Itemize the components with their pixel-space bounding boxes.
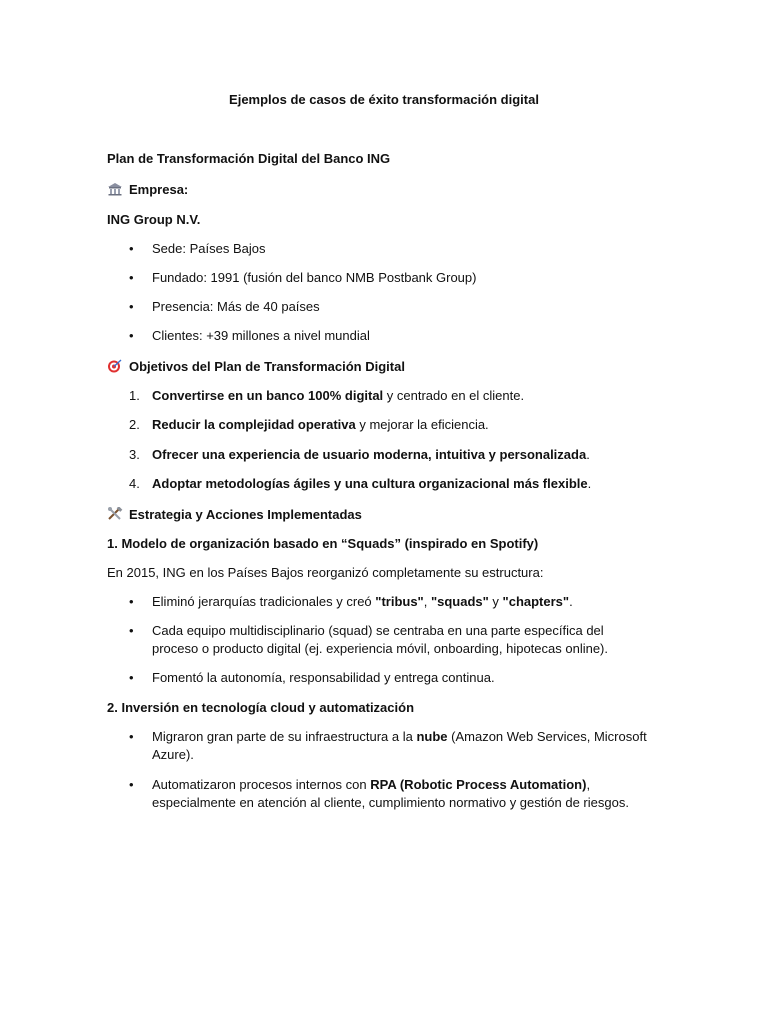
bullet: •: [129, 729, 134, 744]
strategy-1-item-3: Fomentó la autonomía, responsabilidad y entrega continua.: [152, 670, 495, 685]
document-title: Ejemplos de casos de éxito transformación digital: [229, 92, 539, 107]
strategy-2-item-1: Migraron gran parte de su infraestructura a la nube (Amazon Web Services, Microsoft Azure).: [152, 729, 647, 762]
company-fact-2: Fundado: 1991 (fusión del banco NMB Postbank Group): [152, 270, 477, 285]
objective-number: 4.: [129, 476, 140, 491]
bullet: •: [129, 777, 134, 792]
strategy-1-heading: 1. Modelo de organización basado en “Squads” (inspirado en Spotify): [107, 536, 539, 551]
objective-2: Reducir la complejidad operativa y mejorar la eficiencia.: [152, 417, 489, 432]
bullet: •: [129, 299, 134, 314]
strategy-1-intro: En 2015, ING en los Países Bajos reorganizó completamente su estructura:: [107, 565, 544, 580]
company-label: Empresa:: [129, 182, 189, 197]
tools-icon: [107, 507, 123, 521]
objective-number: 1.: [129, 388, 140, 403]
strategy-1-item-2: Cada equipo multidisciplinario (squad) se centraba en una parte específica del proceso o producto digital (ej. experiencia móvil, onboarding, hipotecas online).: [152, 623, 608, 656]
bullet: •: [129, 328, 134, 343]
bullet: •: [129, 623, 134, 638]
objective-number: 2.: [129, 417, 140, 432]
bullet: •: [129, 594, 134, 609]
objectives-heading-line: [107, 358, 667, 376]
target-icon: [107, 359, 123, 373]
company-name: ING Group N.V.: [107, 212, 201, 227]
objective-number: 3.: [129, 447, 140, 462]
objective-3: Ofrecer una experiencia de usuario moderna, intuitiva y personalizada.: [152, 447, 590, 462]
company-fact-3: Presencia: Más de 40 países: [152, 299, 320, 314]
strategy-1-item-1: Eliminó jerarquías tradicionales y creó "tribus", "squads" y "chapters".: [152, 594, 573, 609]
company-fact-4: Clientes: +39 millones a nivel mundial: [152, 328, 370, 343]
bullet: •: [129, 241, 134, 256]
company-label-line: [107, 181, 667, 199]
company-fact-1: Sede: Países Bajos: [152, 241, 266, 256]
objective-4: Adoptar metodologías ágiles y una cultura organizacional más flexible.: [152, 476, 592, 491]
bullet: •: [129, 270, 134, 285]
strategy-heading: Estrategia y Acciones Implementadas: [129, 507, 362, 522]
strategy-2-heading: 2. Inversión en tecnología cloud y automatización: [107, 700, 415, 715]
bullet: •: [129, 670, 134, 685]
objective-1: Convertirse en un banco 100% digital y centrado en el cliente.: [152, 388, 525, 403]
strategy-2-item-2: Automatizaron procesos internos con RPA (Robotic Process Automation), especialmente en atención al cliente, cumplimiento normativo y gestión de riesgos.: [152, 777, 629, 810]
bank-icon: [107, 182, 123, 196]
section-heading: Plan de Transformación Digital del Banco ING: [107, 151, 391, 166]
strategy-heading-line: [107, 506, 667, 524]
objectives-heading: Objetivos del Plan de Transformación Digital: [129, 359, 405, 374]
